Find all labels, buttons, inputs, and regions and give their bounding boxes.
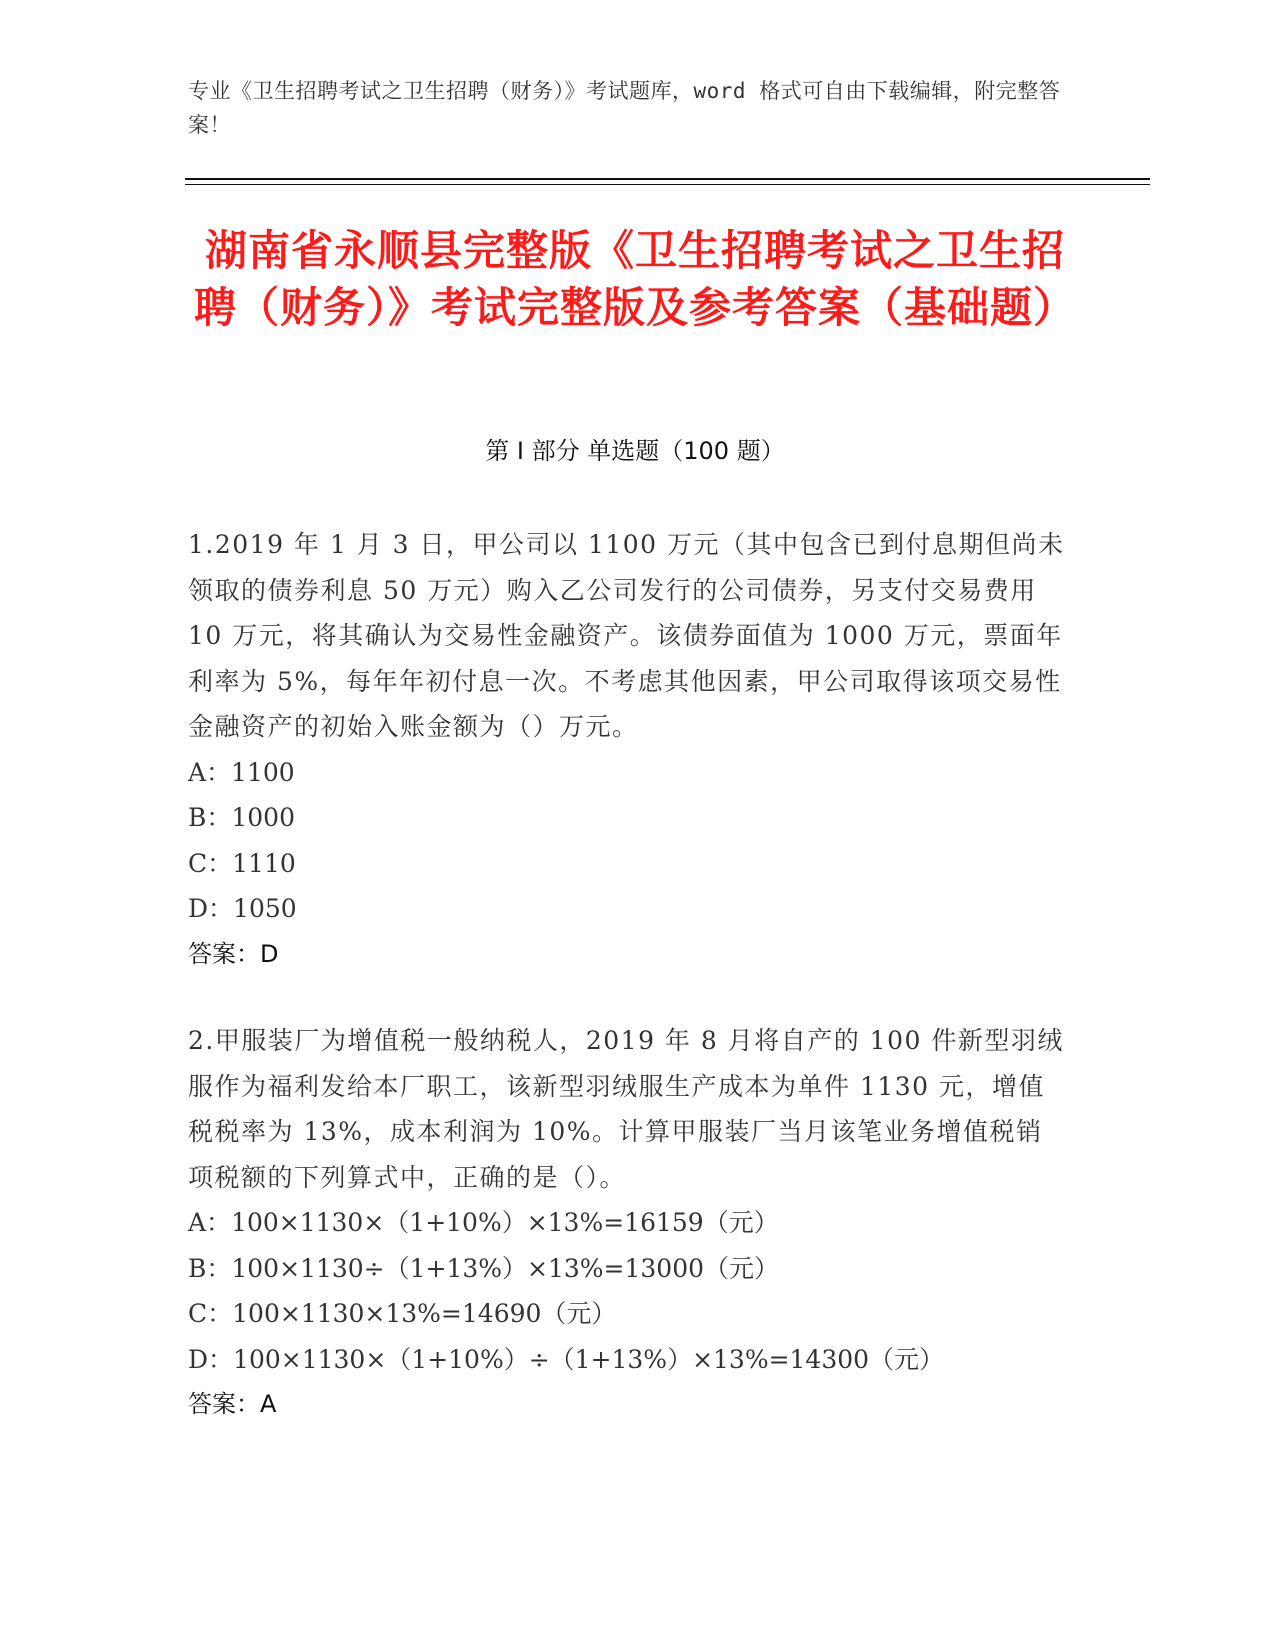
option-c: C：100×1130×13%=14690（元） [188,1299,617,1328]
option-b: B：1000 [188,803,295,832]
question-stem: 2.甲服装厂为增值税一般纳税人，2019 年 8 月将自产的 100 件新型羽绒服作为福利发给本厂职工，该新型羽绒服生产成本为单件 1130 元，增值税税率为 13%，成本利润为 10%。计算甲服装厂当月该笔业务增值税销项税额的下列算式中，正确的是（）。 [188,1026,1064,1192]
option-b: B：100×1130÷（1+13%）×13%=13000（元） [188,1253,780,1283]
question-1 [188,522,1068,977]
answer: 答案：D [188,939,279,968]
option-c: C：1110 [188,848,296,878]
header-divider-thin [185,184,1150,185]
document-title: 湖南省永顺县完整版《卫生招聘考试之卫生招聘（财务）》考试完整版及参考答案（基础题） [193,226,1076,332]
option-a: A：100×1130×（1+10%）×13%=16159（元） [188,1208,779,1237]
section-title: 第 I 部分 单选题（100 题） [485,437,785,465]
header-note: 专业《卫生招聘考试之卫生招聘（财务）》考试题库，word 格式可自由下载编辑，附完整答案！ [188,79,1061,137]
answer: 答案：A [188,1390,277,1418]
option-d: D：1050 [188,894,297,923]
option-a: A：1100 [188,757,295,787]
question-stem: 1.2019 年 1 月 3 日，甲公司以 1100 万元（其中包含已到付息期但尚未领取的债券利息 50 万元）购入乙公司发行的公司债券，另支付交易费用 10 万元，将其确认为交易性金融资产。该债券面值为 1000 万元，票面年利率为 5%，每年年初付息一次。不考虑其他因素，甲公司取得该项交易性金融资产的初始入账金额为（）万元。 [188,530,1065,741]
question-2 [188,1018,1068,1428]
option-d: D：100×1130×（1+10%）÷（1+13%）×13%=14300（元） [188,1344,945,1374]
header-divider-thick [185,178,1150,180]
